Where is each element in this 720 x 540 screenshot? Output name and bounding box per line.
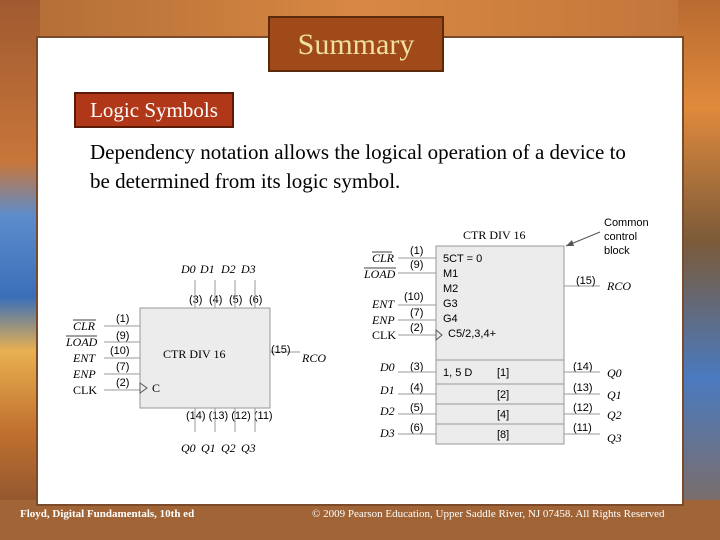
left-input-d1: D1 bbox=[200, 262, 215, 276]
left-box-label: CTR DIV 16 bbox=[163, 347, 226, 361]
section-label: Logic Symbols bbox=[74, 92, 234, 128]
left-output-q3: Q3 bbox=[241, 441, 256, 455]
right-input-d0: D0 bbox=[380, 360, 395, 374]
right-input-ent: ENT bbox=[372, 297, 395, 311]
left-pins-bottom: (14) (13) (12) (11) bbox=[186, 410, 273, 422]
right-input-clk: CLK bbox=[372, 328, 396, 342]
left-input-enp: ENP bbox=[73, 367, 96, 381]
notation-line-6: C5/2,3,4+ bbox=[448, 328, 497, 340]
left-input-clr: CLR bbox=[73, 319, 96, 333]
right-output-q2: Q2 bbox=[607, 408, 622, 422]
left-input-ent: ENT bbox=[73, 351, 96, 365]
right-output-q1: Q1 bbox=[607, 388, 622, 402]
left-input-d0: D0 bbox=[181, 262, 196, 276]
left-pin-10: (10) bbox=[110, 345, 130, 357]
left-input-d2: D2 bbox=[221, 262, 236, 276]
slide-title: Summary bbox=[268, 16, 444, 72]
right-output-q3: Q3 bbox=[607, 431, 622, 445]
left-output-rco: RCO bbox=[302, 351, 326, 365]
footer-credit: Floyd, Digital Fundamentals, 10th ed bbox=[20, 508, 195, 520]
bit-weight-4: [4] bbox=[497, 409, 510, 421]
right-pin-11: (11) bbox=[573, 422, 592, 434]
left-counter-symbol bbox=[65, 262, 326, 455]
left-clock-label: C bbox=[152, 381, 161, 395]
first-cell-label: 1, 5 D bbox=[443, 367, 473, 379]
right-output-q0: Q0 bbox=[607, 366, 622, 380]
notation-line-4: G3 bbox=[443, 298, 458, 310]
right-pin-10: (10) bbox=[404, 291, 424, 303]
right-input-d3: D3 bbox=[380, 426, 395, 440]
right-input-d1: D1 bbox=[380, 383, 395, 397]
right-pin-13: (13) bbox=[573, 382, 593, 394]
bit-weight-2: [2] bbox=[497, 389, 510, 401]
notation-line-1: 5CT = 0 bbox=[443, 253, 483, 265]
right-pin-9: (9) bbox=[410, 259, 424, 271]
right-pin-14: (14) bbox=[573, 361, 593, 373]
left-output-q0: Q0 bbox=[181, 441, 196, 455]
left-pin-top-5: (5) bbox=[229, 294, 243, 306]
bit-weight-1: [1] bbox=[497, 367, 510, 379]
right-pin-7: (7) bbox=[410, 307, 424, 319]
footer-copyright: © 2009 Pearson Education, Upper Saddle River, NJ 07458. All Rights Reserved bbox=[312, 508, 665, 520]
left-pin-top-3: (3) bbox=[189, 294, 203, 306]
right-input-load: LOAD bbox=[364, 267, 396, 281]
common-control-label-1: Common bbox=[604, 217, 649, 229]
right-pin-4: (4) bbox=[410, 382, 424, 394]
description-text: Dependency notation allows the logical operation of a device to be determined from its logic symbol. bbox=[90, 140, 626, 193]
left-pin-top-4: (4) bbox=[209, 294, 223, 306]
right-pin-6: (6) bbox=[410, 422, 424, 434]
common-control-label-3: block bbox=[604, 245, 630, 257]
right-pin-1: (1) bbox=[410, 245, 424, 257]
right-input-d2: D2 bbox=[380, 404, 395, 418]
notation-line-5: G4 bbox=[443, 313, 458, 325]
right-pin-12: (12) bbox=[573, 402, 593, 414]
notation-line-2: M1 bbox=[443, 268, 459, 280]
bit-weight-8: [8] bbox=[497, 429, 510, 441]
right-output-rco: RCO bbox=[607, 279, 631, 293]
notation-line-3: M2 bbox=[443, 283, 459, 295]
right-input-clr: CLR bbox=[372, 251, 395, 265]
right-pin-2: (2) bbox=[410, 322, 424, 334]
left-pin-9: (9) bbox=[116, 330, 130, 342]
right-input-enp: ENP bbox=[372, 313, 395, 327]
left-output-q2: Q2 bbox=[221, 441, 236, 455]
right-header: CTR DIV 16 bbox=[463, 228, 526, 242]
left-pin-1: (1) bbox=[116, 313, 130, 325]
common-control-label-2: control bbox=[604, 231, 638, 243]
left-input-clk: CLK bbox=[73, 383, 97, 397]
left-pin-top-6: (6) bbox=[249, 294, 263, 306]
left-input-load: LOAD bbox=[66, 335, 98, 349]
left-pin-15: (15) bbox=[271, 344, 291, 356]
left-output-q1: Q1 bbox=[201, 441, 216, 455]
right-pin-3: (3) bbox=[410, 361, 424, 373]
right-pin-5: (5) bbox=[410, 402, 424, 414]
left-pin-7: (7) bbox=[116, 361, 130, 373]
right-counter-symbol bbox=[363, 217, 649, 445]
left-pin-2: (2) bbox=[116, 377, 130, 389]
right-pin-15: (15) bbox=[576, 275, 596, 287]
left-input-d3: D3 bbox=[241, 262, 256, 276]
